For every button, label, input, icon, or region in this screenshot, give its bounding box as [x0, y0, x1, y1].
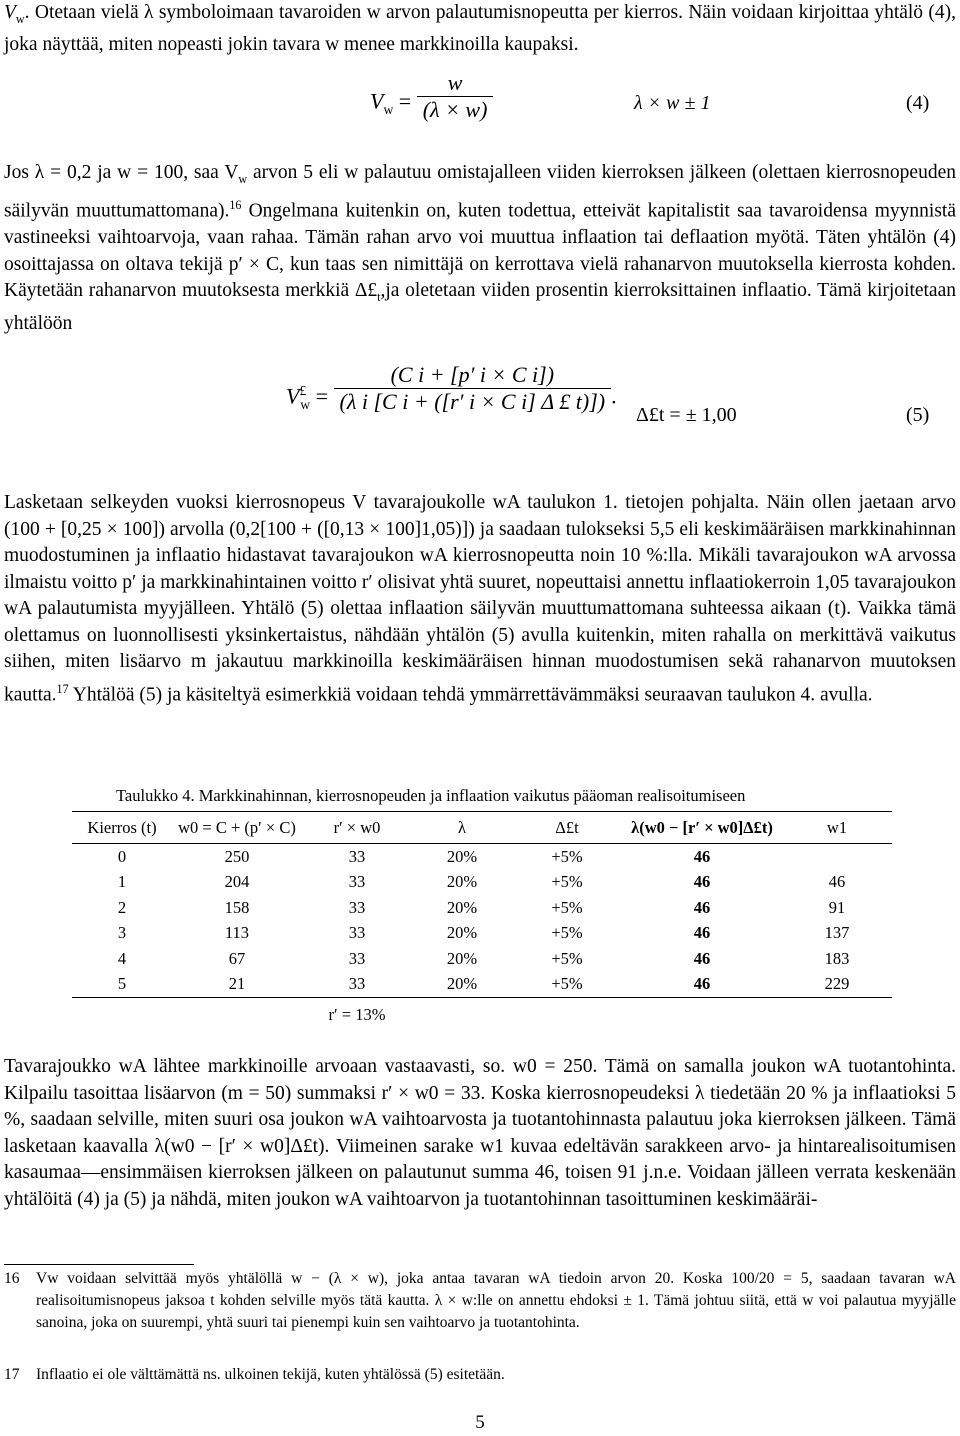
equation-5-condition: Δ£t = ± 1,00: [636, 404, 737, 426]
table-row: 4 67 33 20% +5% 46 183: [117, 948, 850, 968]
paragraph-example: Lasketaan selkeyden vuoksi kierrosnopeus V tavarajoukolle wA taulukon 1. tietojen pohjalta. Näin ollen jaetaan arvo (100 + [0,25 × 100]) arvolla (0,2[100 + ([0,13 × 100]1,05)]) ja saadaan tulokseksi 5,5 eli keskimääräisen markkinahinnan muodostuminen ja inflaatio hidastavat tavarajoukon wA kierrosnopeutta noin 10 %:lla. Mikäli tavarajoukon wA arvossa ilmaistu voitto p′ ja markkinahintainen voitto r′ olisivat yhtä suuret, nopeuttaisi annettu inflaatiokerroin 1,05 tavarajoukon wA palautumista myyjälleen. Yhtälö (5) olettaa inflaation säilyvän muuttumattomana suhteessa aikaan (t). Vaikka tämä olettamus on luonnollisesti yksinkertaistus, nähdään yhtälön (5) avulla kuitenkin, miten rahalla on merkittävä vaikutus siihen, miten lisäarvo m jakautuu markkinoilla keskimääräisen hinnan muodostumisen sekä rahanarvon muutoksen kautta.$^{17}$ Yhtälöä (5) ja käsiteltyä esimerkkiä voidaan tehdä ymmärrettävämmäksi seuraavan taulukon 4. avulla.: [4, 492, 956, 705]
paragraph-table-explanation: Tavarajoukko wA lähtee markkinoille arvoaan vastaavasti, so. w0 = 250. Tämä on samalla joukon wA tuotantohinta. Kilpailu tasoittaa lisäarvon (m = 50) summaksi r′ × w0 = 33. Koska kierrosnopeudeksi λ tiedetään 20 % ja inflaatioksi 5 %, saadaan selville, miten suuri osa joukon wA vaihtoarvosta ja tuotantohinnasta palautuu joka kierroksen jälkeen. Tämä lasketaan kaavalla λ(w0 − [r′ × w0]Δ£t). Viimeinen sarake w1 kuvaa edeltävän sarakkeen arvo- ja hintarealisoitumisen kasaumaa—ensimmäisen kierroksen jälkeen on palautunut summa 46, toisen 91 j.n.e. Voidaan jälleen verrata keskenään yhtälöitä (4) ja (5) ja nähdä, miten joukon wA vaihtoarvon ja tuotantohinnan tasoittuminen keskimääräi-: [4, 1056, 956, 1210]
footnote-text: Inflaatio ei ole välttämättä ns. ulkoinen tekijä, kuten yhtälössä (5) esitetään.: [36, 1366, 505, 1383]
table-caption: Taulukko 4. Markkinahinnan, kierrosnopeuden ja inflaation vaikutus pääoman realisoitumiseen: [116, 786, 746, 805]
footnote-number: 17: [4, 1366, 20, 1383]
table-row: 2 158 33 20% +5% 46 91: [117, 897, 846, 917]
table-row: 5 21 33 20% +5% 46 229: [72, 972, 892, 998]
equation-5: $V^£_w$ = $\frac{\text{(C i + [p′ i × C i])}}{\text{(λ i [C i + ([r′ i × C i] Δ £ t)])}}$ .: [286, 362, 617, 414]
footnote-17: [4, 1364, 956, 1388]
table-note: r′ = 13%: [328, 1005, 386, 1024]
table-note-row: [72, 998, 892, 1033]
equation-5-number: (5): [906, 404, 930, 426]
paragraph-intro: $V_w$. Otetaan vielä λ symboloimaan tavaroiden w arvon palautumisnopeutta per kierros. Näin voidaan kirjoittaa yhtälö (4), joka näyttää, miten nopeasti jokin tavara w menee markkinoilla kaupaksi.: [4, 2, 956, 56]
data-table: [72, 811, 892, 1032]
footnote-text: Vw voidaan selvittää myös yhtälöllä w − (λ × w), joka antaa tavaran wA tiedoin arvon 20. Koska 100/20 = 5, saadaan tavaran wA realisoitumisnopeus jaksoa t kohden selville myös tätä kautta. λ × w:lle on annettu ehdoksi ± 1. Tämä johtuu siitä, että w voi palautua myyjälle sanoina, joka on suurempi, yhtä suuri tai pienempi kuin sen vaihtoarvo ja tuotantohinta.: [36, 1270, 956, 1331]
col-header-r-w0: r′ × w0: [302, 812, 412, 844]
footnote-ref-17[interactable]: 17: [56, 681, 69, 696]
equation-4-condition: λ × w ± 1: [634, 92, 711, 114]
col-header-inflation: Δ£t: [512, 812, 622, 844]
col-header-w0: w0 = C + (p′ × C): [172, 812, 302, 844]
footnote-number: 16: [4, 1270, 20, 1287]
table-row: 0 250 33 20% +5% 46: [117, 846, 711, 866]
equation-4-number: (4): [906, 92, 930, 114]
paragraph-inflation: Jos λ = 0,2 ja w = 100, saa $V_w$ arvon 5 eli w palautuu omistajalleen viiden kierroksen jälkeen (olettaen kierrosnopeuden säilyvän muuttumattomana).$^{16}$ Ongelmana kuitenkin on, kuten todettua, etteivät kapitalistit saa tavaroidensa myynnistä vastineeksi vaihtoarvoja, vaan rahaa. Tämän rahan arvo voi muuttua inflaation tai deflaation myötä. Täten yhtälön (4) osoittajassa on oltava tekijä p′ × C, kun taas sen nimittäjä on kerrottava vielä rahanarvon muutoksella kierrosta kohden. Käytetään rahanarvon muutoksesta merkkiä $\Delta£_t,ja$ oletetaan viiden prosentin kierroksittainen inflaatio. Tämä kirjoitetaan yhtälöön: [4, 162, 956, 334]
table-header-row: [72, 812, 892, 844]
col-header-w1: w1: [782, 812, 892, 844]
equation-5-fraction: $\frac{\text{(C i + [p′ i × C i])}}{\text{(λ i [C i + ([r′ i × C i] Δ £ t)])}}$: [334, 362, 612, 415]
equation-4: $V_w$ = $\frac{w}{(\lambda \times w)}$: [370, 84, 493, 123]
footnote-16: [4, 1268, 956, 1358]
col-header-formula: λ(w0 − [r′ × w0]Δ£t): [622, 812, 782, 844]
col-header-round: Kierros (t): [72, 812, 172, 844]
table-row: 1 204 33 20% +5% 46 46: [117, 872, 846, 892]
col-header-lambda: λ: [412, 812, 512, 844]
page-number: 5: [475, 1412, 485, 1433]
footnote-ref-16[interactable]: 16: [229, 198, 242, 213]
footnote-divider: [4, 1264, 194, 1265]
table-row: 3 113 33 20% +5% 46 137: [117, 923, 850, 943]
equation-4-fraction: $\frac{w}{(\lambda \times w)}$: [417, 70, 494, 123]
